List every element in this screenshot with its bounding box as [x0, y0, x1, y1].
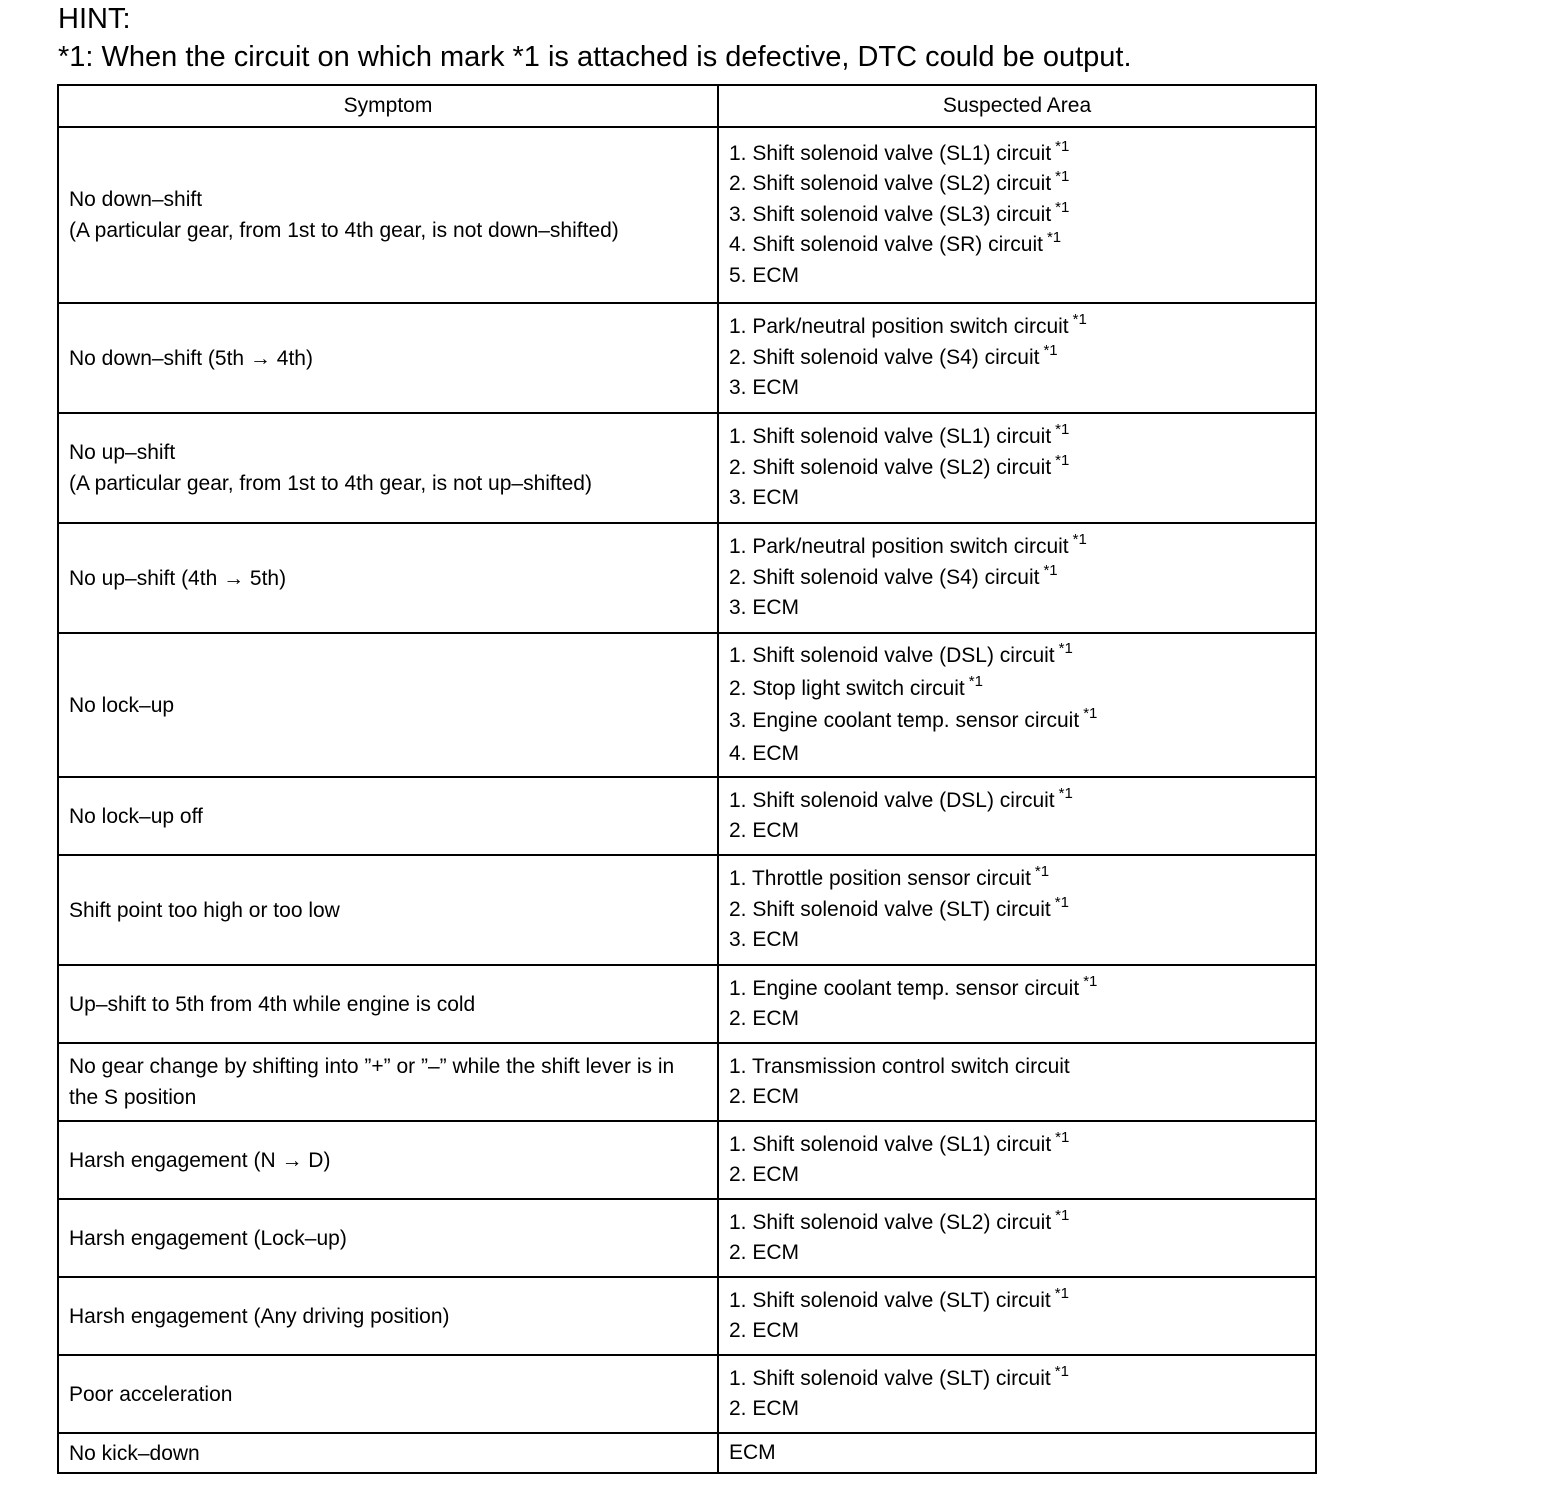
suspected-area-item: [729, 563, 1305, 594]
suspected-area-cell: [718, 303, 1316, 413]
suspected-area-cell: [718, 1121, 1316, 1199]
suspected-area-text: 3. ECM: [729, 486, 800, 510]
suspected-area-text: 1. Shift solenoid valve (SLT) circuit: [729, 1288, 1051, 1312]
symptom-cell: [58, 1355, 718, 1433]
symptom-text: (A particular gear, from 1st to 4th gear, is not up–shifted): [69, 472, 592, 495]
suspected-area-item: [729, 483, 1305, 514]
symptom-cell: [58, 413, 718, 523]
suspected-area-text: 3. Engine coolant temp. sensor circuit: [729, 709, 1080, 732]
suspected-area-item: [729, 738, 1305, 771]
suspected-area-item: [729, 1238, 1305, 1269]
hint-title: HINT:: [58, 3, 131, 35]
symptom-cell: [58, 1433, 718, 1473]
suspected-area-item: [729, 864, 1305, 895]
table-row: [58, 413, 1316, 523]
suspected-area-item: [729, 312, 1305, 343]
suspected-area-item: [729, 593, 1305, 624]
header-symptom: Symptom: [58, 85, 718, 127]
table-body: [58, 127, 1316, 1473]
symptom-cell: [58, 127, 718, 303]
suspected-area-text: 2. Shift solenoid valve (SLT) circuit: [729, 897, 1051, 921]
dtc-mark: *1: [1054, 1284, 1069, 1302]
table-row: [58, 1121, 1316, 1199]
dtc-mark: *1: [1055, 137, 1070, 155]
suspected-area-text: 2. ECM: [729, 1319, 800, 1342]
suspected-area-text: 3. ECM: [729, 376, 800, 400]
suspected-area-text: 4. ECM: [729, 741, 800, 765]
suspected-area-text: 2. Shift solenoid valve (S4) circuit: [729, 565, 1040, 589]
dtc-mark: *1: [1054, 1362, 1069, 1380]
dtc-mark: *1: [1043, 561, 1058, 579]
table-row: [58, 1433, 1316, 1473]
suspected-area-item: [729, 169, 1305, 200]
dtc-mark: *1: [1072, 311, 1087, 329]
suspected-area-item: [729, 1052, 1305, 1083]
suspected-area-text: 1. Park/neutral position switch circuit: [729, 535, 1069, 559]
suspected-area-item: [729, 1316, 1305, 1347]
symptom-text: No down–shift: [69, 188, 203, 211]
symptom-text: No lock–up off: [69, 804, 203, 828]
suspected-area-item: [729, 1438, 1305, 1469]
suspected-area-text: 1. Shift solenoid valve (SL1) circuit: [729, 1132, 1052, 1156]
symptom-text: Up–shift to 5th from 4th while engine is cold: [69, 992, 476, 1016]
suspected-area-item: [729, 705, 1305, 738]
symptom-cell: [58, 633, 718, 777]
suspected-area-text: 1. Shift solenoid valve (SL1) circuit: [729, 141, 1052, 165]
suspected-area-text: 2. ECM: [729, 1085, 800, 1108]
suspected-area-text: 5. ECM: [729, 263, 800, 287]
suspected-area-item: [729, 1286, 1305, 1317]
suspected-area-cell: [718, 1355, 1316, 1433]
suspected-area-text: 4. Shift solenoid valve (SR) circuit: [729, 233, 1043, 257]
suspected-area-item: [729, 1130, 1305, 1161]
symptom-cell: [58, 965, 718, 1043]
suspected-area-text: 2. Shift solenoid valve (SL2) circuit: [729, 455, 1052, 479]
suspected-area-item: [729, 1364, 1305, 1395]
suspected-area-text: 2. ECM: [729, 1397, 800, 1420]
dtc-mark: *1: [1058, 640, 1073, 657]
suspected-area-text: 2. Shift solenoid valve (S4) circuit: [729, 345, 1040, 369]
suspected-area-item: [729, 343, 1305, 374]
dtc-mark: *1: [1083, 705, 1098, 722]
suspected-area-item: [729, 261, 1305, 292]
suspected-area-item: [729, 974, 1305, 1005]
suspected-area-cell: [718, 965, 1316, 1043]
dtc-mark: *1: [1055, 198, 1070, 216]
dtc-mark: *1: [1054, 893, 1069, 911]
suspected-area-item: [729, 640, 1305, 673]
dtc-mark: *1: [1055, 451, 1070, 469]
dtc-mark: *1: [1058, 784, 1073, 802]
suspected-area-cell: [718, 127, 1316, 303]
problem-symptoms-table: [57, 84, 1317, 1474]
suspected-area-item: [729, 1394, 1305, 1425]
symptom-text: Harsh engagement (Any driving position): [69, 1304, 450, 1328]
table-row: [58, 855, 1316, 965]
dtc-mark: *1: [1083, 972, 1098, 990]
dtc-mark: *1: [1055, 1206, 1070, 1224]
hint-note: *1: When the circuit on which mark *1 is attached is defective, DTC could be output.: [58, 41, 1132, 73]
symptom-text: No down–shift (5th → 4th): [69, 346, 313, 370]
table-row: [58, 633, 1316, 777]
table-row: [58, 1355, 1316, 1433]
suspected-area-text: 2. ECM: [729, 1241, 800, 1264]
suspected-area-item: [729, 373, 1305, 404]
suspected-area-item: [729, 1160, 1305, 1191]
dtc-mark: *1: [1055, 421, 1070, 439]
symptom-cell: [58, 855, 718, 965]
symptom-text: Harsh engagement (Lock–up): [69, 1226, 347, 1250]
suspected-area-item: [729, 673, 1305, 706]
suspected-area-text: 3. ECM: [729, 596, 800, 620]
suspected-area-cell: [718, 1277, 1316, 1355]
dtc-mark: *1: [968, 672, 983, 690]
dtc-mark: *1: [1046, 229, 1062, 247]
symptom-text: No up–shift: [69, 441, 176, 464]
table-row: [58, 777, 1316, 855]
dtc-mark: *1: [1055, 168, 1070, 186]
symptom-text: Poor acceleration: [69, 1382, 233, 1406]
suspected-area-text: 2. Stop light switch circuit: [729, 676, 965, 700]
suspected-area-item: [729, 925, 1305, 956]
suspected-area-cell: [718, 633, 1316, 777]
symptom-text: No lock–up: [69, 693, 175, 717]
symptom-text: No up–shift (4th → 5th): [69, 566, 287, 590]
suspected-area-item: [729, 1082, 1305, 1113]
table-row: [58, 1199, 1316, 1277]
symptom-text: (A particular gear, from 1st to 4th gear, is not down–shifted): [69, 219, 619, 242]
dtc-mark: *1: [1072, 531, 1087, 549]
suspected-area-item: [729, 1004, 1305, 1035]
table-row: [58, 1277, 1316, 1355]
suspected-area-item: [729, 200, 1305, 231]
suspected-area-text: 3. Shift solenoid valve (SL3) circuit: [729, 202, 1052, 226]
suspected-area-text: 2. Shift solenoid valve (SL2) circuit: [729, 172, 1052, 196]
suspected-area-item: [729, 895, 1305, 926]
suspected-area-item: [729, 1208, 1305, 1239]
dtc-mark: *1: [1055, 1128, 1070, 1146]
suspected-area-text: 1. Shift solenoid valve (SL1) circuit: [729, 425, 1052, 449]
suspected-area-cell: [718, 413, 1316, 523]
table-row: [58, 303, 1316, 413]
symptom-cell: [58, 1277, 718, 1355]
suspected-area-cell: [718, 855, 1316, 965]
suspected-area-text: 2. ECM: [729, 819, 800, 842]
symptom-text: No gear change by shifting into ”+” or ”–” while the shift lever is in: [69, 1055, 675, 1078]
suspected-area-item: [729, 532, 1305, 563]
symptom-cell: [58, 1199, 718, 1277]
table-row: [58, 965, 1316, 1043]
suspected-area-text: 1. Throttle position sensor circuit: [729, 867, 1031, 891]
symptom-cell: [58, 523, 718, 633]
header-suspected-area: Suspected Area: [718, 85, 1316, 127]
suspected-area-text: 2. ECM: [729, 1007, 800, 1030]
symptom-cell: [58, 303, 718, 413]
symptom-cell: [58, 1121, 718, 1199]
suspected-area-text: 1. Shift solenoid valve (SLT) circuit: [729, 1366, 1051, 1390]
table-row: [58, 1043, 1316, 1121]
suspected-area-item: [729, 230, 1305, 261]
symptom-text: Shift point too high or too low: [69, 898, 340, 922]
suspected-area-text: ECM: [729, 1440, 776, 1464]
suspected-area-item: [729, 139, 1305, 170]
symptom-cell: [58, 777, 718, 855]
suspected-area-text: 1. Transmission control switch circuit: [729, 1054, 1070, 1078]
suspected-area-item: [729, 453, 1305, 484]
table-row: [58, 523, 1316, 633]
suspected-area-text: 1. Shift solenoid valve (SL2) circuit: [729, 1210, 1052, 1234]
suspected-area-text: 2. ECM: [729, 1163, 800, 1186]
suspected-area-text: 3. ECM: [729, 928, 800, 952]
suspected-area-cell: [718, 1043, 1316, 1121]
suspected-area-item: [729, 786, 1305, 817]
suspected-area-item: [729, 816, 1305, 847]
table-header-row: [58, 85, 1316, 127]
symptom-text: the S position: [69, 1086, 197, 1109]
suspected-area-cell: [718, 777, 1316, 855]
suspected-area-text: 1. Park/neutral position switch circuit: [729, 315, 1069, 339]
symptom-cell: [58, 1043, 718, 1121]
dtc-mark: *1: [1043, 341, 1058, 359]
suspected-area-text: 1. Engine coolant temp. sensor circuit: [729, 976, 1080, 1000]
suspected-area-cell: [718, 523, 1316, 633]
suspected-area-text: 1. Shift solenoid valve (DSL) circuit: [729, 788, 1055, 812]
suspected-area-text: 1. Shift solenoid valve (DSL) circuit: [729, 644, 1055, 667]
suspected-area-cell: [718, 1433, 1316, 1473]
symptom-text: Harsh engagement (N → D): [69, 1148, 331, 1172]
symptom-text: No kick–down: [69, 1441, 200, 1465]
suspected-area-cell: [718, 1199, 1316, 1277]
dtc-mark: *1: [1034, 863, 1050, 881]
suspected-area-item: [729, 422, 1305, 453]
table-row: [58, 127, 1316, 303]
hint-block: [58, 0, 1132, 76]
